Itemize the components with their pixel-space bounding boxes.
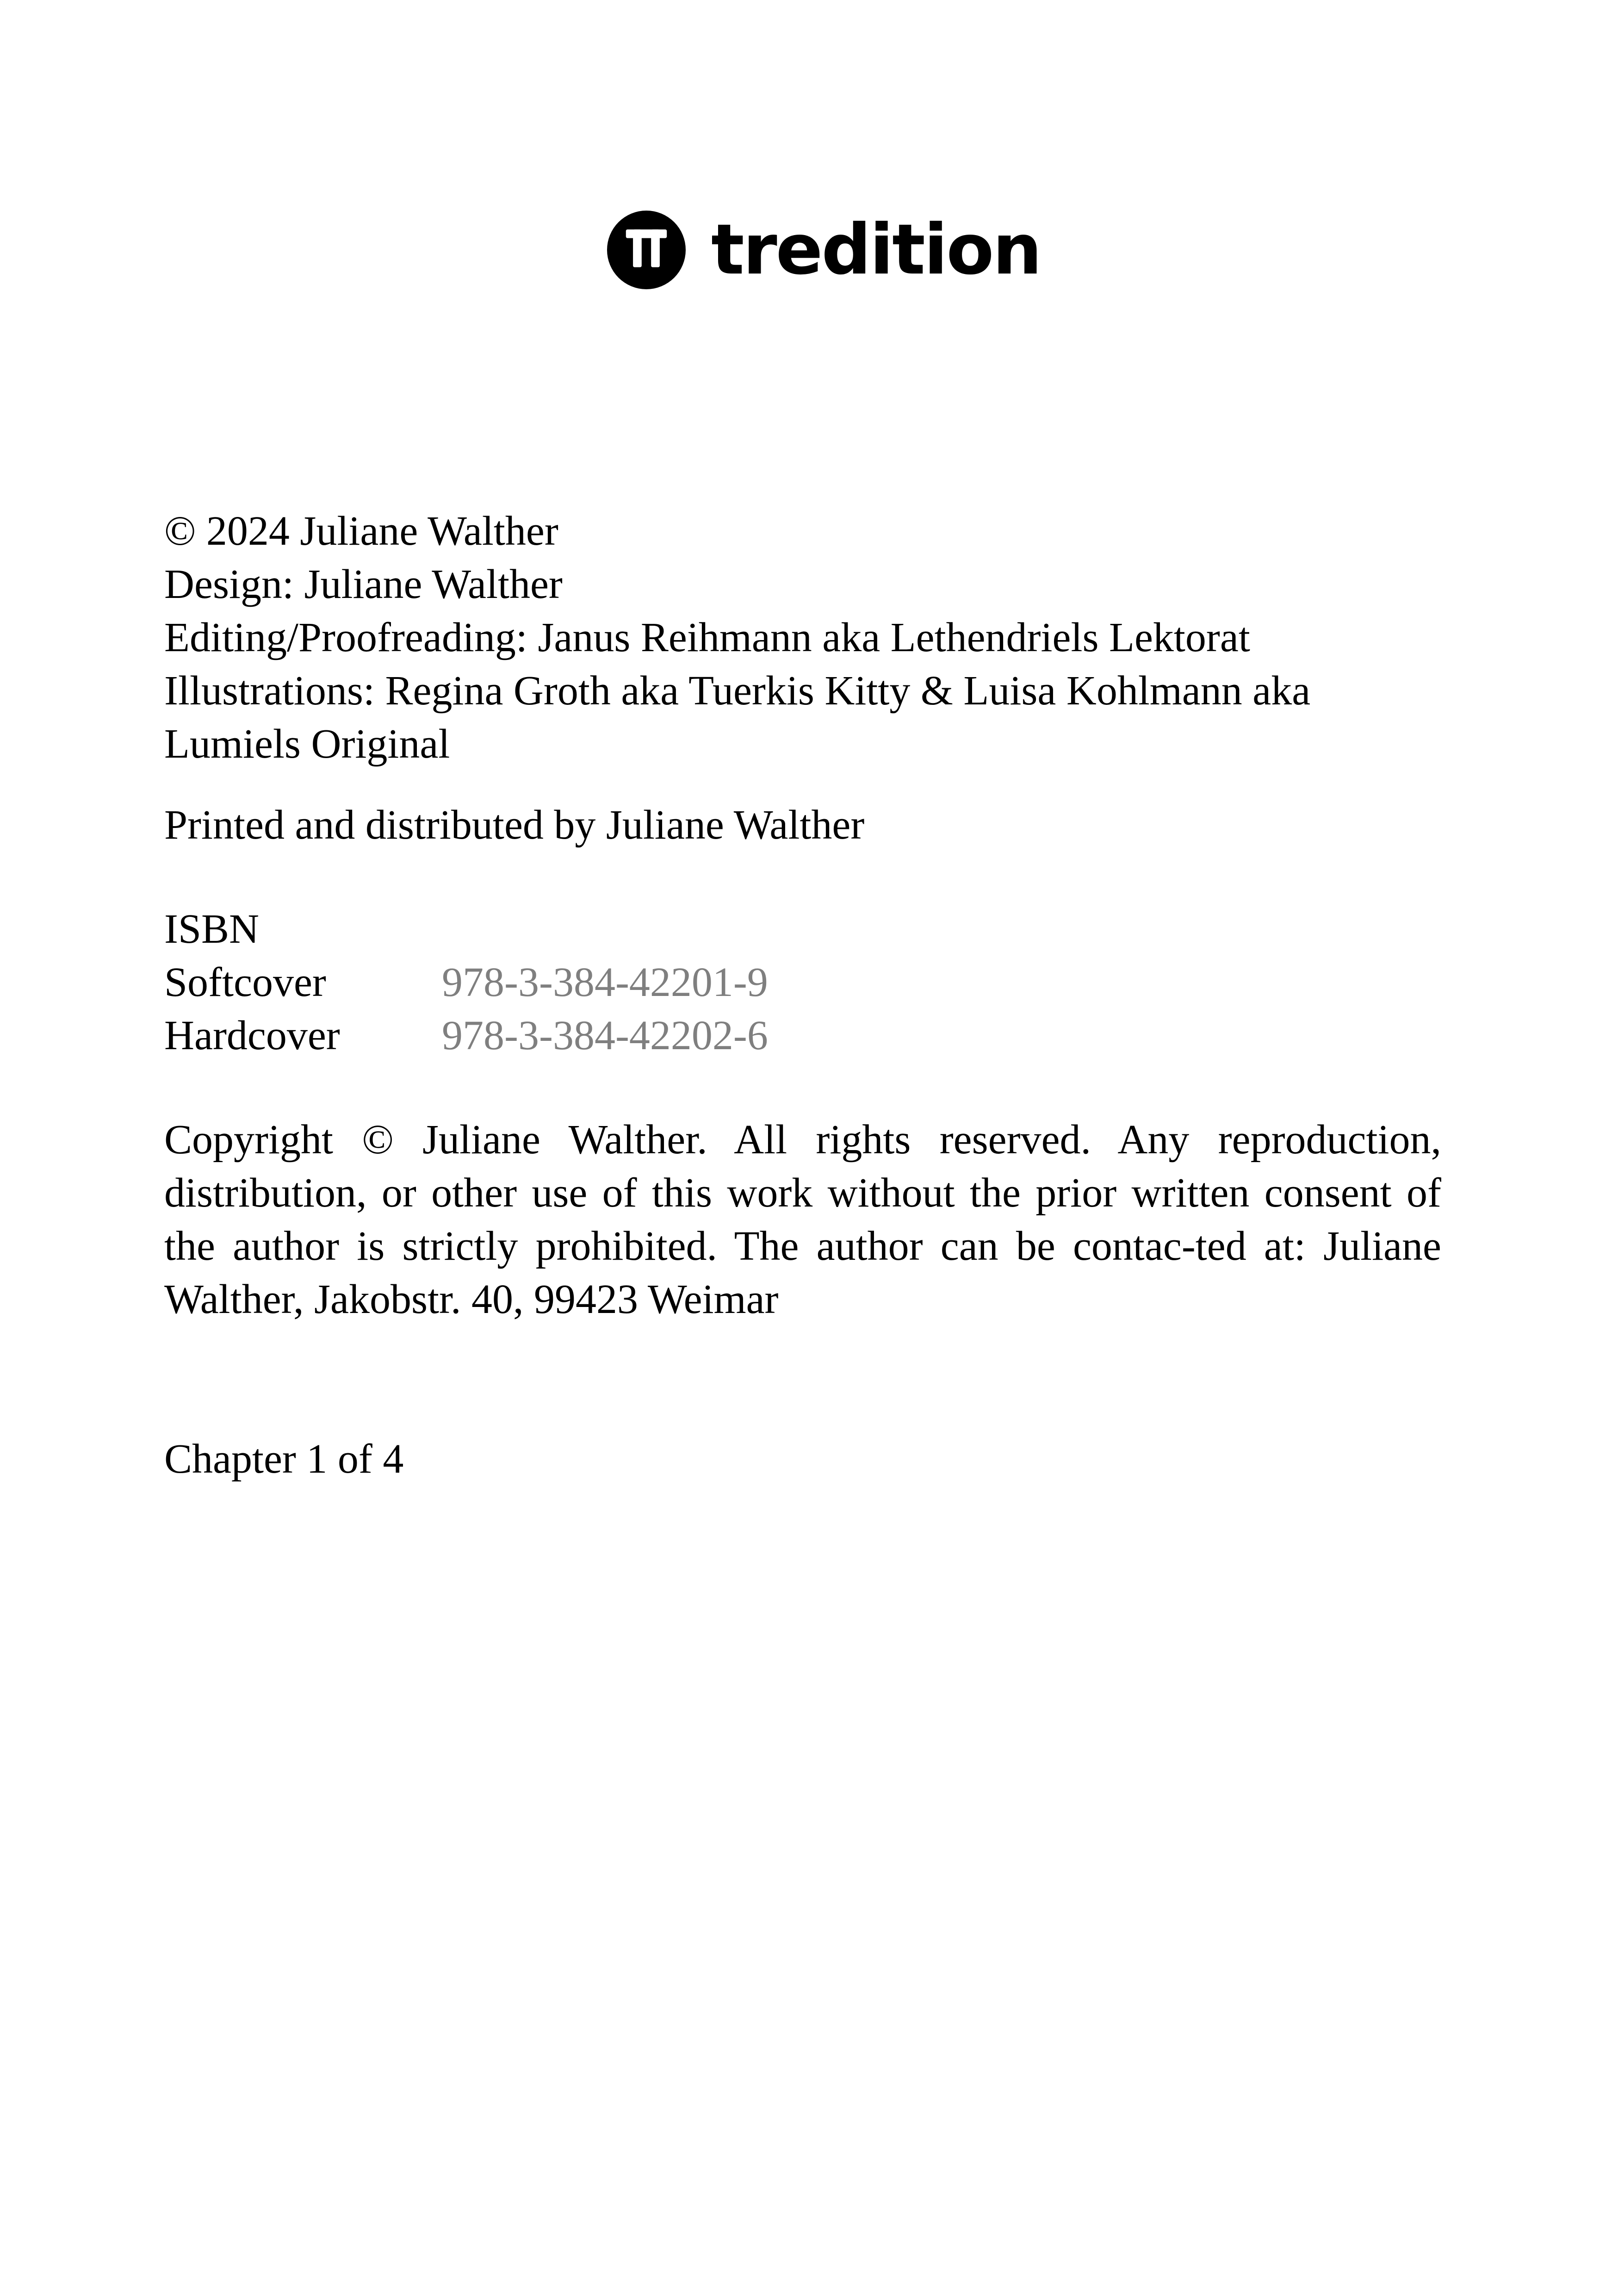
chapter-indicator: Chapter 1 of 4 (164, 1436, 404, 1482)
tredition-logo-icon (607, 211, 686, 289)
copyright-line: © 2024 Juliane Walther (164, 508, 558, 554)
editing-credit: Editing/Proofreading: Janus Reihmann aka Lethendriels Lektorat (164, 615, 1250, 660)
imprint-content (164, 504, 1441, 1486)
logo-wordmark: tredition (711, 210, 1041, 290)
isbn-heading: ISBN (164, 906, 260, 952)
illustrations-credit-continued: Lumiels Original (164, 721, 450, 767)
isbn-row-hardcover (164, 1009, 1441, 1062)
isbn-value: 978-3-384-42201-9 (442, 959, 768, 1005)
credits-block (164, 504, 1441, 771)
isbn-block (164, 902, 1441, 1062)
illustrations-credit: Illustrations: Regina Groth aka Tuerkis Kitty & Luisa Kohlmann aka (164, 668, 1311, 714)
isbn-value: 978-3-384-42202-6 (442, 1013, 768, 1058)
copyright-notice: Copyright © Juliane Walther. All rights reserved. Any reproduction, distribution, or other use of this work without the prior written consent of the author is strictly prohibited. The author can be contac-ted at: Juliane Walther, Jakobstr. 40, 99423 Weimar (164, 1117, 1441, 1322)
design-credit: Design: Juliane Walther (164, 561, 563, 607)
isbn-label: Hardcover (164, 1013, 340, 1058)
isbn-label: Softcover (164, 959, 326, 1005)
publisher-logo (607, 208, 1041, 292)
printed-by: Printed and distributed by Juliane Walther (164, 802, 865, 848)
isbn-row-softcover (164, 956, 1441, 1009)
